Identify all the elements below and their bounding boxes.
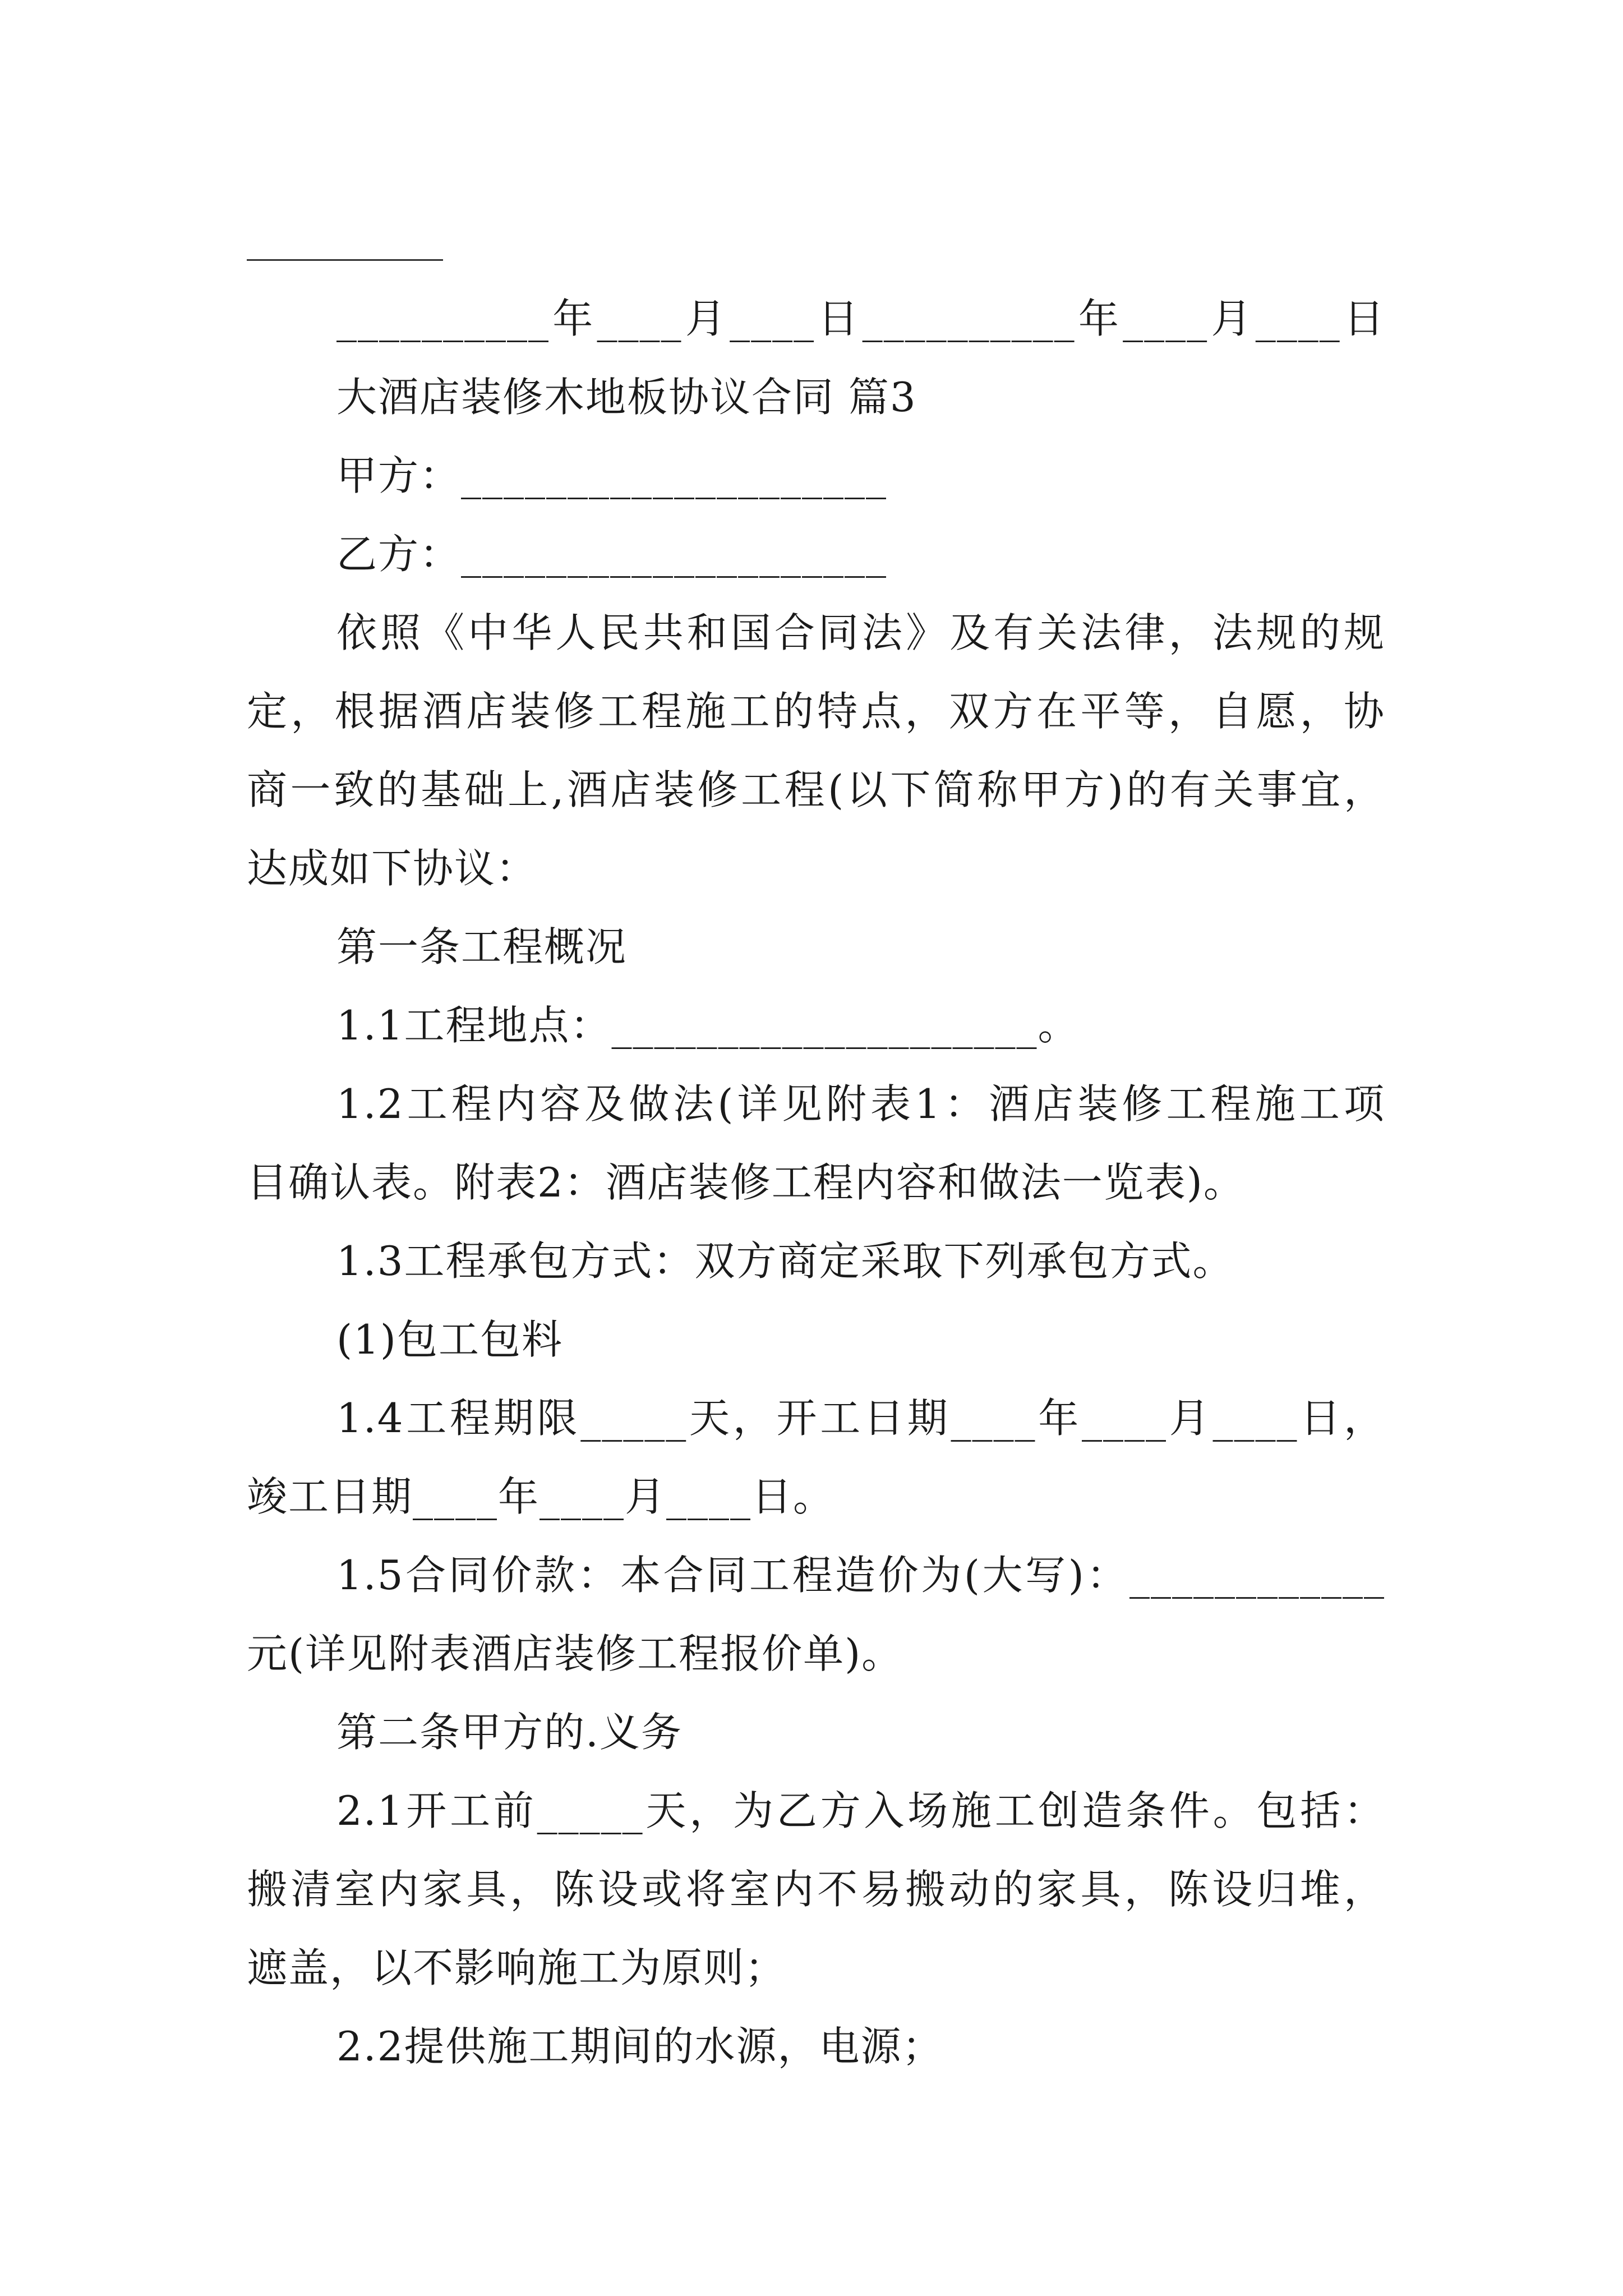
top-underline: [247, 259, 443, 261]
clause-2-1-line-1: 2.1开工前_____天，为乙方入场施工创造条件。包括：: [336, 1787, 1385, 1834]
clause-2-2: 2.2提供施工期间的水源，电源；: [336, 2023, 944, 2070]
clause-1-3: 1.3工程承包方式：双方商定采取下列承包方式。: [336, 1237, 1234, 1285]
clause-1-4-line-1: 1.4工程期限_____天，开工日期____年____月____日，: [336, 1395, 1385, 1442]
clause-1-5-line-2: 元(详见附表酒店装修工程报价单)。: [247, 1630, 903, 1677]
clause-1-2-line-2: 目确认表。附表2：酒店装修工程内容和做法一览表)。: [247, 1159, 1245, 1206]
clause-1-3-option-1: (1)包工包料: [336, 1316, 563, 1363]
signature-date-line: __________年____月____日__________年____月____日: [336, 295, 1386, 342]
preamble-line-3: 商一致的基础上,酒店装修工程(以下简称甲方)的有关事宜，: [247, 766, 1385, 813]
clause-2-1-line-2: 搬清室内家具，陈设或将室内不易搬动的家具，陈设归堆，: [247, 1866, 1385, 1913]
clause-1-4-line-2: 竣工日期____年____月____日。: [247, 1473, 835, 1520]
article-1-heading: 第一条工程概况: [336, 923, 628, 970]
party-b-line: 乙方：____________________: [336, 531, 888, 578]
preamble-line-2: 定，根据酒店装修工程施工的特点，双方在平等，自愿，协: [247, 688, 1385, 735]
section-title: 大酒店装修木地板协议合同 篇3: [336, 374, 917, 421]
preamble-line-4: 达成如下协议：: [247, 845, 538, 892]
clause-1-5-line-1: 1.5合同价款：本合同工程造价为(大写)：____________: [336, 1552, 1385, 1599]
preamble-line-1: 依照《中华人民共和国合同法》及有关法律，法规的规: [336, 609, 1385, 656]
clause-2-1-line-3: 遮盖，以不影响施工为原则；: [247, 1944, 787, 1991]
clause-1-2-line-1: 1.2工程内容及做法(详见附表1：酒店装修工程施工项: [336, 1080, 1385, 1128]
clause-1-1: 1.1工程地点：____________________。: [336, 1002, 1080, 1049]
party-a-line: 甲方：____________________: [336, 452, 888, 499]
article-2-heading: 第二条甲方的.义务: [336, 1709, 683, 1756]
